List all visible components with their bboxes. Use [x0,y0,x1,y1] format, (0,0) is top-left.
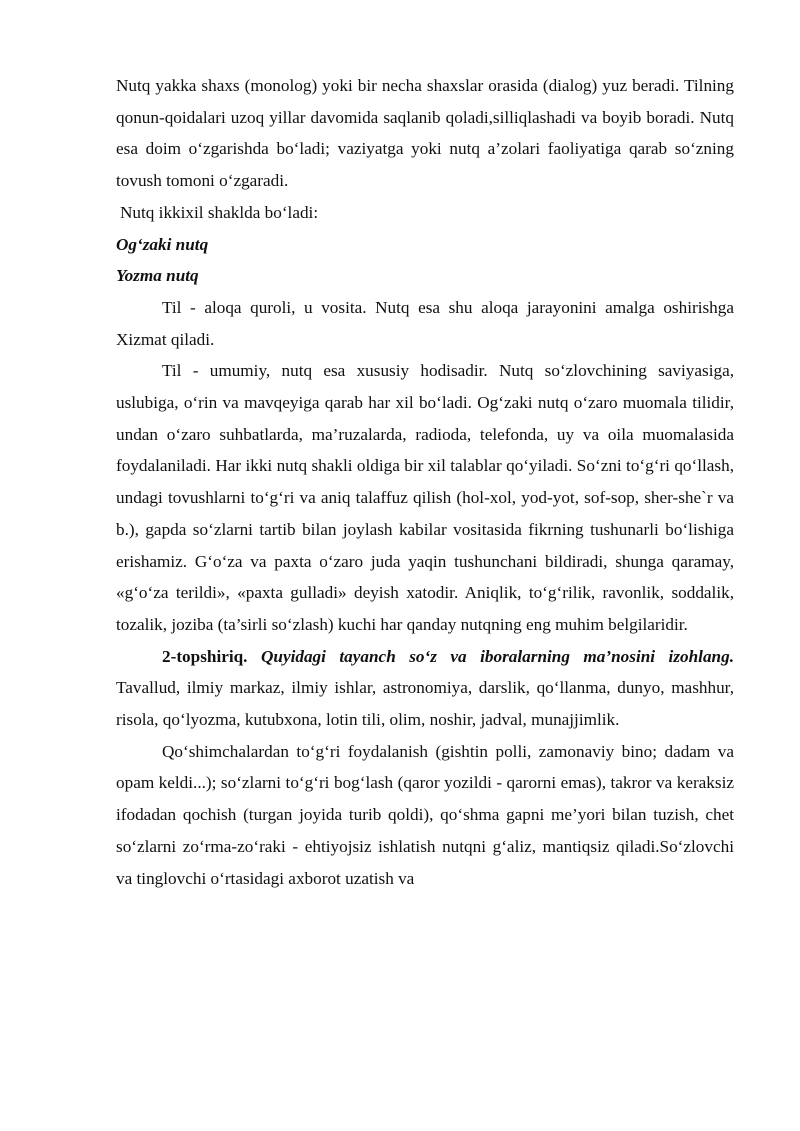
paragraph-monolog-dialog: Nutq yakka shaxs (monolog) yoki bir necha shaxslar orasida (dialog) yuz beradi. Tilning qonun-qoidalari uzoq yillar davomida saqlanib qoladi,silliqlashadi va boyib boradi. Nutq esa doim o‘zgarishda bo‘ladi; vaziyatga yoki nutq a’zolari faoliyatiga qarab so‘zning tovush tomoni o‘zgaradi. [116,76,734,191]
heading-written-speech: Yozma nutq [116,266,199,286]
task-title: Quyidagi tayanch so‘z va iboralarning ma’nosini izohlang. [260,646,734,666]
paragraph-speech-forms: Nutq ikkixil shaklda bo‘ladi: [120,202,319,222]
paragraph-language-general: Til - umumiy, nutq esa xususiy hodisadir. Nutq so‘zlovchining saviyasiga, uslubiga, o‘rin va mavqeyiga qarab har xil bo‘ladi. Og‘zaki nutq o‘zaro muomala tilidir, undan o‘zaro suhbatlarda, ma’ruzalarda, radioda, telefonda, uy va oila muomalasida foydalaniladi. Har ikki nutq shakli oldiga bir xil talablar qo‘yiladi. So‘zni to‘g‘ri qo‘llash, undagi tovushlarni to‘g‘ri va aniq talaffuz qilish (hol-xol, yod-yot, sof-sop, sher-she`r va b.), gapda so‘zlarni tartib bilan joylash kabilar vositasida fikrning tushunarli bo‘lishiga erishamiz. G‘o‘za va paxta o‘zaro juda yaqin tushunchani bildiradi, shunga qaramay, «g‘o‘za terildi», «paxta gulladi» deyish xatodir. Aniqlik, to‘g‘rilik, ravonlik, soddalik, tozalik, joziba (ta’sirli so‘zlash) kuchi har qanday nutqning eng muhim belgilaridir. [116,361,734,634]
paragraph-task-2 [116,641,734,736]
heading-oral-speech: Og‘zaki nutq [116,234,209,254]
task-label: 2-topshiriq. [162,646,248,666]
document-page [116,70,734,894]
paragraph-language-tool: Til - aloqa quroli, u vosita. Nutq esa shu aloqa jarayonini amalga oshirishga Xizmat qiladi. [116,297,734,349]
task-words: Tavallud, ilmiy markaz, ilmiy ishlar, astronomiya, darslik, qo‘llanma, dunyo, mashhur, risola, qo‘lyozma, kutubxona, lotin tili, olim, noshir, jadval, munajjimlik. [116,678,734,730]
paragraph-suffixes: Qo‘shimchalardan to‘g‘ri foydalanish (gishtin polli, zamonaviy bino; dadam va opam keldi...); so‘zlarni to‘g‘ri bog‘lash (qaror yozildi - qarorni emas), takror va keraksiz ifodadan qochish (turgan joyida turib qoldi), qo‘shma gapni me’yori bilan tuzish, chet so‘zlarni zo‘rma-zo‘raki - ehtiyojsiz ishlatish nutqni g‘aliz, mantiqsiz qiladi.So‘zlovchi va tinglovchi o‘rtasidagi axborot uzatish va [116,741,734,888]
